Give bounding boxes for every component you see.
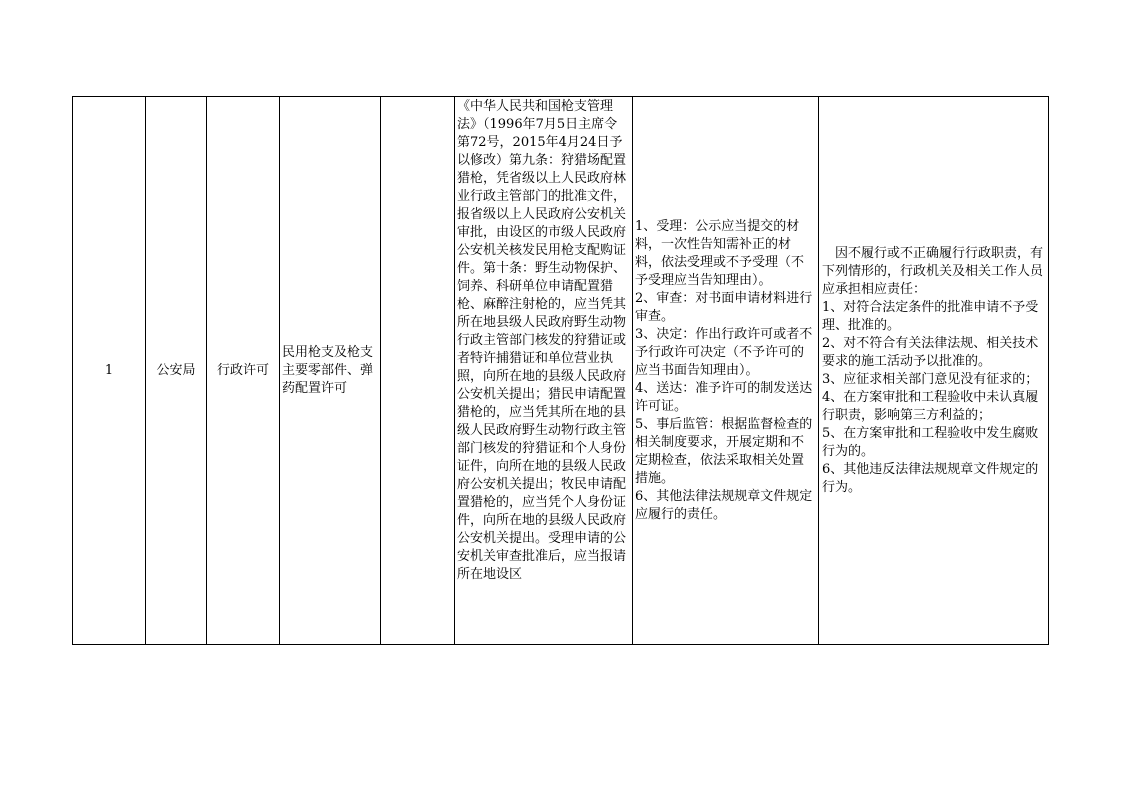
accountability-cell xyxy=(819,97,1049,645)
duty-item: 1、受理：公示应当提交的材料，一次性告知需补正的材料，依法受理或不予受理（不予受理应当告知理由）。 xyxy=(635,218,805,288)
sub-item-cell xyxy=(381,97,455,645)
serial-number: 1 xyxy=(104,362,114,378)
legal-basis-clip xyxy=(455,97,632,644)
power-type: 行政许可 xyxy=(216,362,269,378)
accountability-item: 6、其他违反法律法规规章文件规定的行为。 xyxy=(822,461,1039,495)
accountability-list xyxy=(819,245,1048,497)
accountability-item: 2、对不符合有关法律法规、相关技术要求的施工活动予以批准的。 xyxy=(822,335,1039,369)
accountability-item: 3、应征求相关部门意见没有征求的； xyxy=(822,371,1039,387)
department-cell xyxy=(146,97,207,645)
duty-cell xyxy=(633,97,819,645)
item-name-cell xyxy=(280,97,381,645)
accountability-intro: 因不履行或不正确履行行政职责，有下列情形的，行政机关及相关工作人员应承担相应责任： xyxy=(822,245,1044,297)
duty-item: 2、审查：对书面申请材料进行审查。 xyxy=(635,290,813,324)
department-name: 公安局 xyxy=(156,362,196,378)
power-list-table xyxy=(72,96,1049,645)
duty-list xyxy=(633,218,818,524)
legal-basis-cell xyxy=(455,97,633,645)
legal-basis-text: 《中华人民共和国枪支管理法》（1996年7月5日主席令第72号，2015年4月24日予以修改）第九条：狩猎场配置猎枪，凭省级以上人民政府林业行政主管部门的批准文件，报省级以上人民政府公安机关审批，由设区的市级人民政府公安机关核发民用枪支配购证件。第十条：野生动物保护、饲养、科研单位申请配置猎枪、麻醉注射枪的，应当凭其所在地县级人民政府野生动物行政主管部门核发的狩猎证或者特许捕猎证和单位营业执照，向所在地的县级人民政府公安机关提出；猎民申请配置猎枪的，应当凭其所在地的县级人民政府野生动物行政主管部门核发的狩猎证和个人身份证件，向所在地的县级人民政府公安机关提出；牧民申请配置猎枪的，应当凭个人身份证件，向所在地的县级人民政府公安机关提出。受理申请的公安机关审查批准后，应当报请所在地设区 xyxy=(457,99,627,582)
duty-item: 4、送达：准予许可的制发送达许可证。 xyxy=(635,380,813,414)
duty-item: 6、其他法律法规规章文件规定应履行的责任。 xyxy=(635,488,813,522)
duty-item: 5、事后监管：根据监督检查的相关制度要求，开展定期和不定期检查，依法采取相关处置措施。 xyxy=(635,416,813,486)
serial-number-cell xyxy=(73,97,146,645)
table-row xyxy=(73,97,1049,645)
duty-item: 3、决定：作出行政许可或者不予行政许可决定（不予许可的应当书面告知理由）。 xyxy=(635,326,813,378)
accountability-item: 1、对符合法定条件的批准申请不予受理、批准的。 xyxy=(822,299,1039,333)
power-type-cell xyxy=(207,97,280,645)
accountability-item: 4、在方案审批和工程验收中未认真履行职责，影响第三方利益的； xyxy=(822,389,1039,423)
item-name: 民用枪支及枪支主要零部件、弹药配置许可 xyxy=(282,344,374,396)
accountability-item: 5、在方案审批和工程验收中发生腐败行为的。 xyxy=(822,425,1039,459)
